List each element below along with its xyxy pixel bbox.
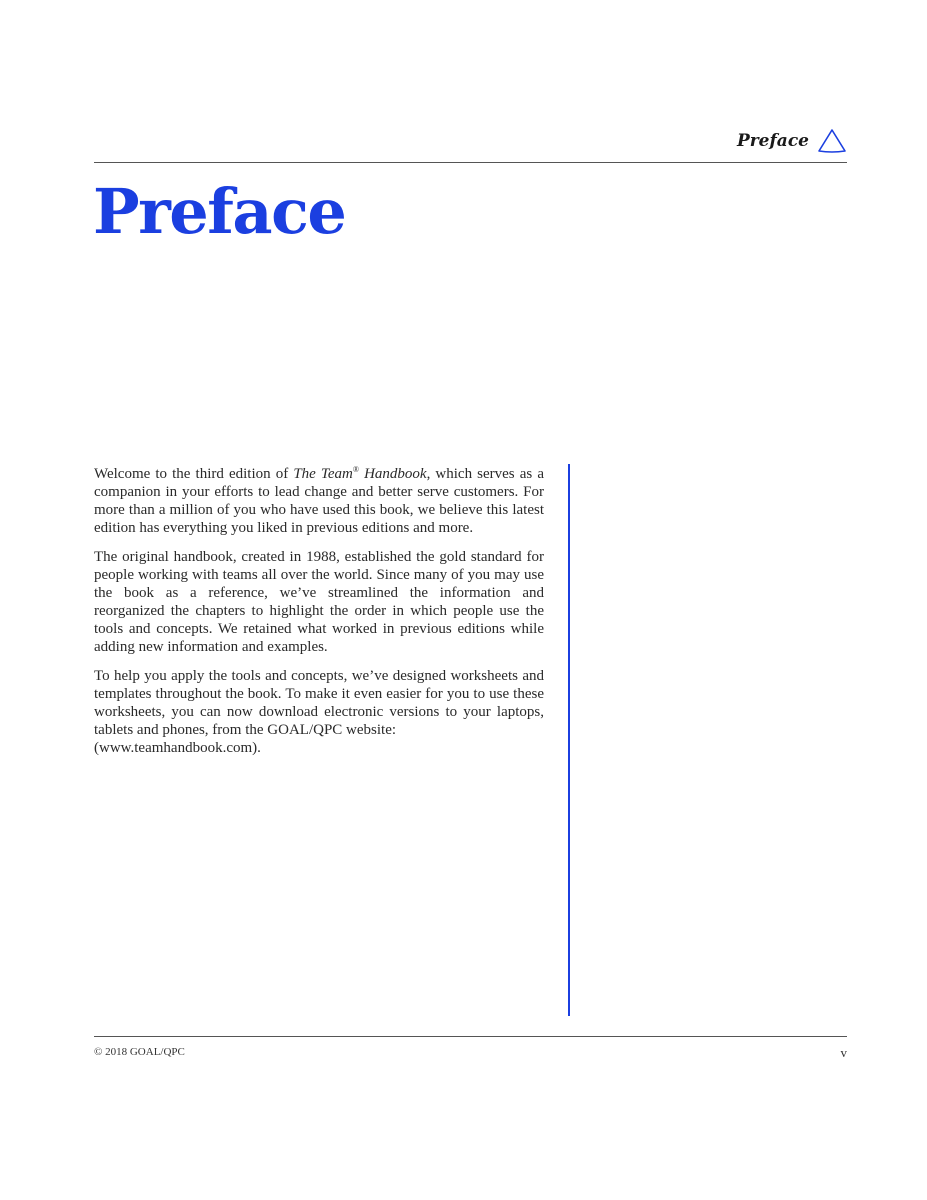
- book-title: The Team® Handbook: [293, 465, 427, 482]
- running-head: [737, 128, 847, 154]
- chapter-title: Preface: [93, 175, 346, 248]
- header-rule: [94, 162, 847, 163]
- copyright: © 2018 GOAL/QPC: [94, 1046, 185, 1058]
- paragraph-3: [94, 667, 544, 757]
- margin-rule: [568, 464, 570, 1016]
- paragraph-1-lead: Welcome to the third edition of: [94, 466, 294, 482]
- paragraph-2: The original handbook, created in 1988, established the gold standard for people working with teams all over the world. Since many of you may use the book as a reference, we’ve streamlined the information and reorganized the chapters to highlight the order in which people use the tools and concepts. We retained what worked in previous editions while adding new information and examples.: [94, 549, 544, 655]
- website-link[interactable]: (www.teamhandbook.com).: [94, 740, 261, 756]
- triangle-icon: [817, 128, 847, 154]
- page-number: v: [840, 1045, 847, 1060]
- running-head-label: Preface: [736, 131, 809, 151]
- paragraph-3-text: To help you apply the tools and concepts, we’ve designed worksheets and templates throughout the book. To make it even easier for you to use these worksheets, you can now download electronic versions to your laptops, tablets and phones, from the GOAL/QPC website:: [94, 668, 544, 738]
- paragraph-1: [94, 461, 544, 537]
- body-text: [94, 461, 544, 768]
- paragraph-1-rest: , which serves as a companion in your efforts to lead change and better serve customers. For more than a million of you who have used this book, we believe this latest edition has everything you liked in previous editions and more.: [94, 466, 544, 536]
- footer-rule: [94, 1036, 847, 1037]
